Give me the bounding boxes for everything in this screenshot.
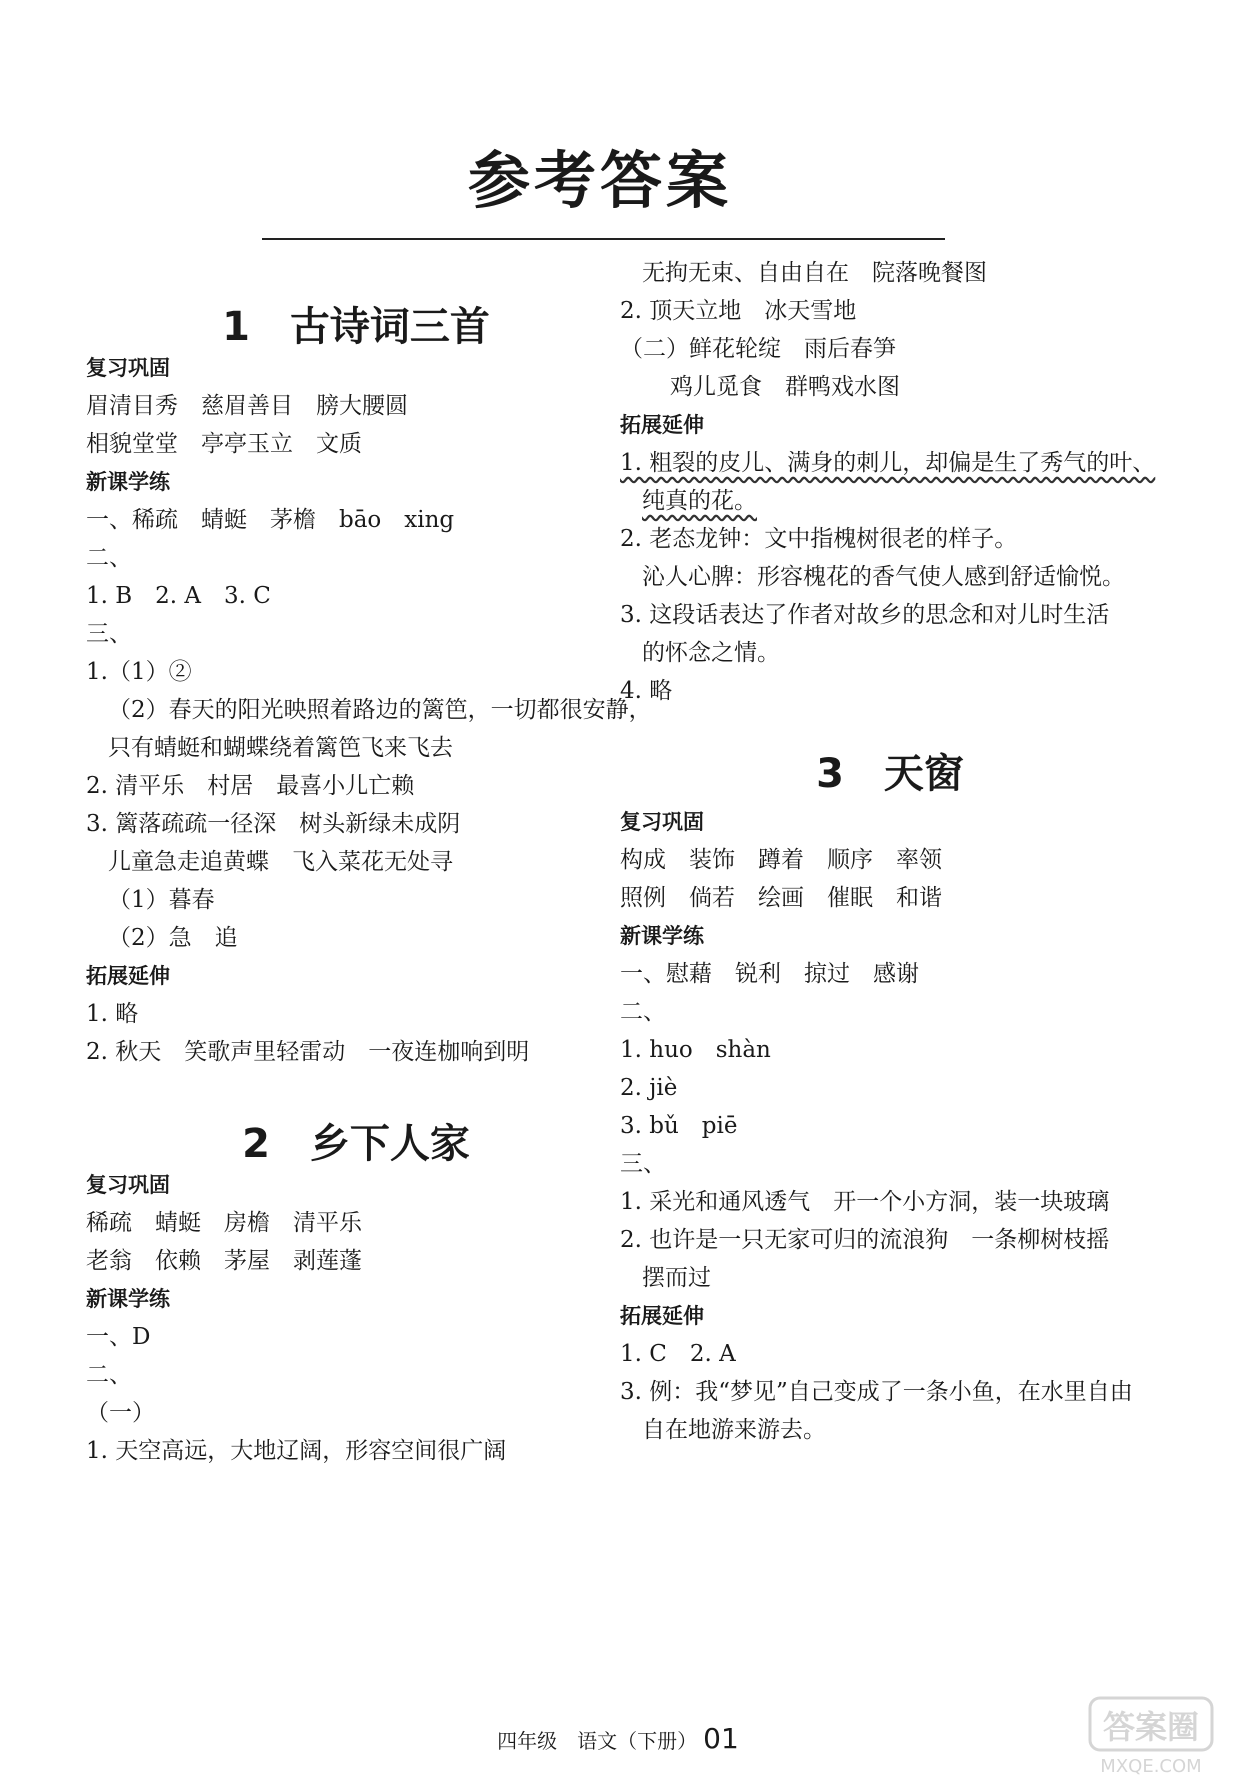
lesson-title: 天窗: [883, 750, 964, 797]
page-number: 01: [703, 1722, 739, 1755]
section-heading: 新课学练: [86, 470, 170, 494]
answer-line: 一、慰藉 锐利 掠过 感谢: [620, 961, 919, 987]
answer-line: 1. B 2. A 3. C: [86, 583, 271, 609]
answer-line: 4. 略: [620, 678, 673, 704]
lesson-title: 乡下人家: [309, 1120, 470, 1167]
answer-line: 二、: [86, 545, 132, 571]
lesson-number: 2: [242, 1121, 270, 1167]
answer-line: （2）春天的阳光映照着路边的篱笆，一切都很安静，: [108, 697, 652, 723]
answer-line: 2. 顶天立地 冰天雪地: [620, 298, 857, 324]
answer-line: 稀疏 蜻蜓 房檐 清平乐: [86, 1210, 362, 1236]
answer-line: 1. 天空高远，大地辽阔，形容空间很广阔: [86, 1438, 507, 1464]
answer-line: （1）暮春: [108, 887, 215, 913]
section-heading: 复习巩固: [620, 810, 704, 834]
footer-grade-subject: 四年级 语文（下册）: [497, 1729, 698, 1753]
section-heading: 复习巩固: [86, 1173, 170, 1197]
answer-line: （一）: [86, 1400, 155, 1426]
answer-line: 1. 略: [86, 1001, 139, 1027]
answer-line: 只有蜻蜓和蝴蝶绕着篱笆飞来飞去: [108, 735, 453, 761]
lesson-1-heading: [86, 305, 626, 349]
answer-line: 2. 也许是一只无家可归的流浪狗 一条柳树枝摇: [620, 1227, 1110, 1253]
answer-line: 构成 装饰 蹲着 顺序 率领: [620, 847, 942, 873]
answer-line: 3. 这段话表达了作者对故乡的思念和对儿时生活: [620, 602, 1110, 628]
section-heading: 新课学练: [86, 1287, 170, 1311]
answer-line: 老翁 依赖 茅屋 剥莲蓬: [86, 1248, 362, 1274]
section-heading: 拓展延伸: [620, 413, 704, 437]
lesson-number: 1: [222, 304, 250, 350]
answer-line: （2）急 追: [108, 925, 238, 951]
page-footer: [0, 1722, 1236, 1755]
answer-line: 二、: [86, 1362, 132, 1388]
answer-line: 的怀念之情。: [642, 640, 780, 666]
answer-line: 相貌堂堂 亭亭玉立 文质: [86, 431, 362, 457]
answer-line: （二）鲜花轮绽 雨后春笋: [620, 336, 896, 362]
section-heading: 新课学练: [620, 924, 704, 948]
lesson-2-heading: [86, 1122, 626, 1166]
answer-line: 3. 例：我“梦见”自己变成了一条小鱼，在水里自由: [620, 1379, 1133, 1405]
answer-line: 摆而过: [642, 1265, 711, 1291]
section-heading: 复习巩固: [86, 356, 170, 380]
lesson-number: 3: [816, 751, 844, 797]
answer-line: 二、: [620, 999, 666, 1025]
answer-line: 儿童急走追黄蝶 飞入菜花无处寻: [108, 849, 453, 875]
answer-line: 无拘无束、自由自在 院落晚餐图: [642, 260, 987, 286]
answer-line: 三、: [86, 621, 132, 647]
answer-line: 自在地游来游去。: [642, 1417, 826, 1443]
page-title: 参考答案: [467, 144, 732, 217]
title-divider: [262, 238, 945, 240]
section-heading: 拓展延伸: [86, 964, 170, 988]
answer-line: 沁人心脾：形容槐花的香气使人感到舒适愉悦。: [642, 564, 1125, 590]
answer-line: 三、: [620, 1151, 666, 1177]
answer-line: 一、D: [86, 1324, 151, 1350]
lesson-3-heading: [620, 752, 1160, 796]
answer-line: 一、稀疏 蜻蜓 茅檐 bāo xing: [86, 507, 455, 533]
answer-line: 2. 秋天 笑歌声里轻雷动 一夜连枷响到明: [86, 1039, 530, 1065]
answer-line: 1.（1）②: [86, 659, 192, 685]
watermark-logo: [1086, 1694, 1216, 1778]
answer-line: 1. huo shàn: [620, 1037, 771, 1063]
answer-line: 1. C 2. A: [620, 1341, 736, 1367]
section-heading: 拓展延伸: [620, 1304, 704, 1328]
answer-line: 眉清目秀 慈眉善目 膀大腰圆: [86, 393, 408, 419]
watermark-text: 答案圈: [1102, 1708, 1200, 1746]
answer-line: 鸡儿觅食 群鸭戏水图: [670, 374, 900, 400]
answer-line: 3. bǔ piē: [620, 1113, 738, 1139]
answer-line: 照例 倘若 绘画 催眠 和谐: [620, 885, 942, 911]
answer-line: 2. 老态龙钟：文中指槐树很老的样子。: [620, 526, 1018, 552]
watermark-url: MXQE.COM: [1100, 1756, 1202, 1777]
answer-line: 3. 篱落疏疏一径深 树头新绿未成阴: [86, 811, 461, 837]
underlined-answer-line: 1. 粗裂的皮儿、满身的刺儿，却偏是生了秀气的叶、: [620, 450, 1156, 476]
underlined-answer-line: 纯真的花。: [642, 488, 757, 514]
answer-line: 2. 清平乐 村居 最喜小儿亡赖: [86, 773, 415, 799]
lesson-title: 古诗词三首: [289, 303, 490, 350]
answer-line: 1. 采光和通风透气 开一个小方洞，装一块玻璃: [620, 1189, 1110, 1215]
answer-line: 2. jiè: [620, 1075, 678, 1101]
